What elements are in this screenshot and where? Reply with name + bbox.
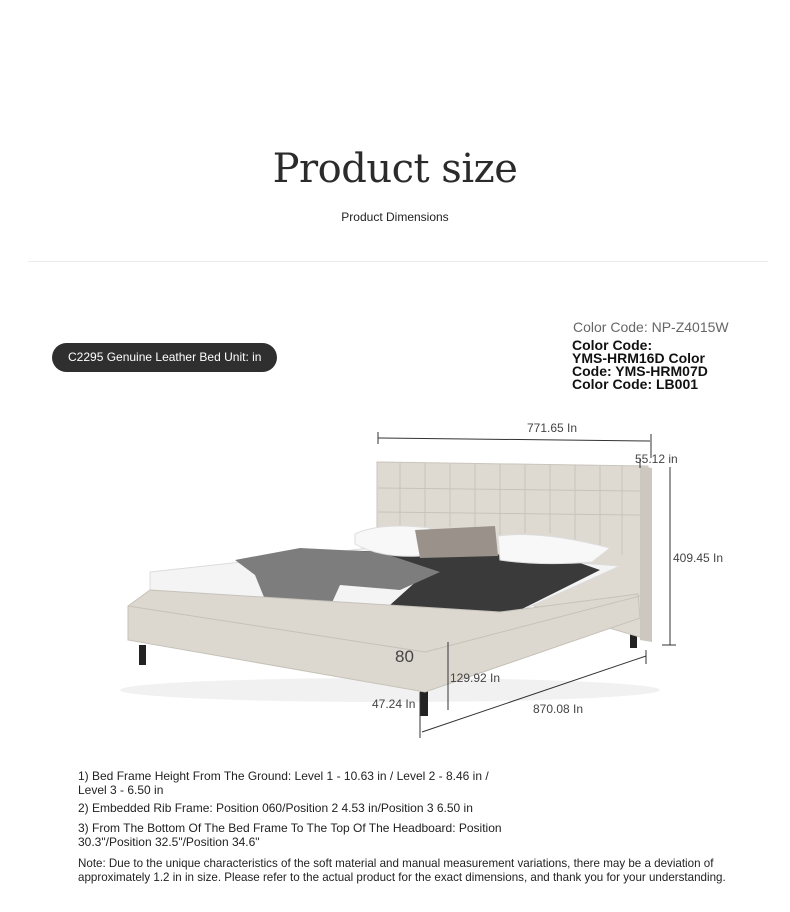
note-1-line: Level 3 - 6.50 in bbox=[78, 783, 164, 797]
pillow bbox=[415, 526, 498, 558]
length-label: 870.08 In bbox=[533, 702, 584, 716]
note-2: 2) Embedded Rib Frame: Position 060/Position 2 4.53 in/Position 3 6.50 in bbox=[78, 801, 473, 815]
bed-frame bbox=[128, 590, 640, 692]
disclaimer-line: approximately 1.2 in in size. Please refer to the actual product for the exact dimensions, and thank you for your understanding. bbox=[78, 871, 726, 884]
leg-height-label: 47.24 In bbox=[372, 697, 416, 711]
width-dimension-line bbox=[378, 438, 650, 441]
disclaimer-line: Note: Due to the unique characteristics of the soft material and manual measurement variations, there may be a deviation of bbox=[78, 857, 714, 870]
page-title: Product size bbox=[272, 146, 518, 192]
note-1-line: 1) Bed Frame Height From The Ground: Level 1 - 10.63 in / Level 2 - 8.46 in / bbox=[78, 769, 489, 783]
bed-leg bbox=[420, 690, 428, 716]
color-code-line: Color Code: LB001 bbox=[572, 376, 699, 392]
page-subtitle: Product Dimensions bbox=[341, 210, 449, 224]
frame-height-label: 129.92 In bbox=[450, 671, 501, 685]
color-code-line: Code: YMS-HRM07D bbox=[572, 363, 708, 379]
bed-leg bbox=[139, 645, 146, 665]
disclaimer-note bbox=[78, 857, 726, 885]
headboard-height-label: 409.45 In bbox=[673, 551, 724, 565]
color-code-line: Color Code: bbox=[572, 337, 653, 353]
product-label-badge: C2295 Genuine Leather Bed Unit: in bbox=[52, 343, 277, 372]
color-code-primary: Color Code: NP-Z4015W bbox=[573, 319, 729, 335]
note-3-line: 30.3"/Position 32.5"/Position 34.6" bbox=[78, 835, 260, 849]
note-1 bbox=[78, 769, 489, 797]
leg-mark-label: 80 bbox=[395, 647, 414, 666]
note-3-line: 3) From The Bottom Of The Bed Frame To The Top Of The Headboard: Position bbox=[78, 821, 502, 835]
headboard-thickness-label: 55.12 in bbox=[635, 452, 678, 466]
color-code-line: YMS-HRM16D Color bbox=[572, 350, 706, 366]
note-3 bbox=[78, 821, 502, 849]
width-label: 771.65 In bbox=[527, 421, 578, 435]
headboard-side bbox=[640, 466, 652, 642]
